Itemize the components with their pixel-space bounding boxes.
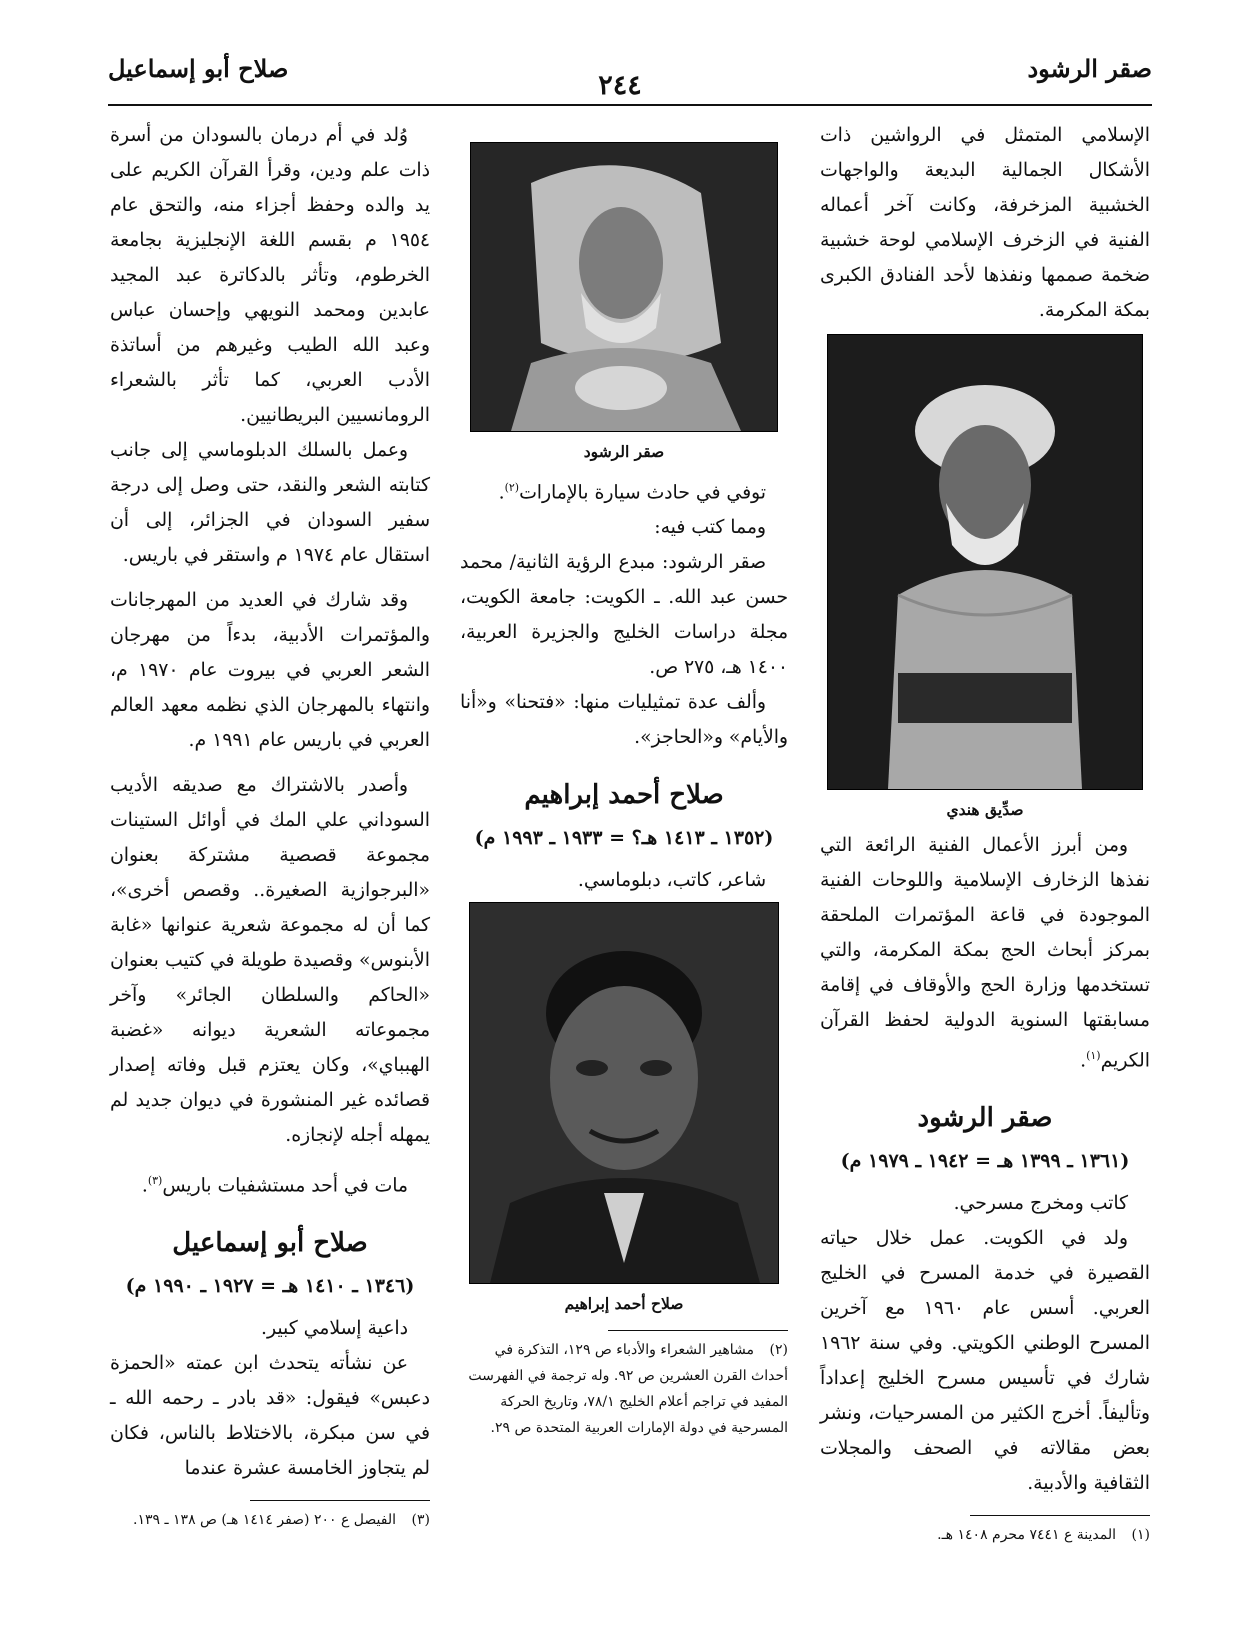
right-column: [820, 118, 1150, 1548]
footnote-number: (١): [1131, 1527, 1150, 1544]
portrait-photo-siddiq-hindi: [827, 334, 1143, 790]
entry-heading-saqr-al-rushoud: صقر الرشود: [917, 1103, 1053, 1134]
paragraph-plays: وألف عدة تمثيليات منها: «فتحنا» و«أنا والأيام» و«الحاجز».: [460, 692, 788, 749]
running-header-left: صلاح أبو إسماعيل: [108, 54, 289, 83]
portrait-photo-saqr-al-rushoud: [470, 142, 778, 432]
entry-dates-saqr-al-rushoud: (١٣٦١ ـ ١٣٩٩ هـ = ١٩٤٢ ـ ١٩٧٩ م): [840, 1150, 1130, 1173]
entry-dates-salah-abu-ismail: (١٣٤٦ ـ ١٤١٠ هـ = ١٩٢٧ ـ ١٩٩٠ م): [125, 1275, 415, 1298]
footnote-number: (٢): [769, 1342, 788, 1359]
left-column: [110, 118, 430, 1533]
paragraph-death: مات في أحد مستشفيات باريس$^{(٣)}$.: [141, 1174, 408, 1197]
footnote-number: (٣): [411, 1512, 430, 1529]
footnote-rule: [970, 1515, 1150, 1516]
footnote-1: [820, 1522, 1150, 1548]
footnote-3: [110, 1507, 430, 1533]
entry-dates-salah-ahmed-ibrahim: (١٣٥٢ ـ ١٤١٣ هـ؟ = ١٩٣٣ ـ ١٩٩٣ م): [474, 827, 774, 850]
paragraph-diplomat: وعمل بالسلك الدبلوماسي إلى جانب كتابته الشعر والنقد، حتى وصل إلى درجة سفير السودان في الجزائر، إلى أن استقال عام ١٩٧٤ م واستقر في باريس.: [110, 440, 430, 566]
portrait-image: [470, 903, 778, 1283]
footnote-text: المدينة ع ٧٤٤١ محرم ١٤٠٨ هـ.: [937, 1527, 1116, 1544]
paragraph-source: صقر الرشود: مبدع الرؤية الثانية/ محمد حسن عبد الله. ـ الكويت: جامعة الكويت، مجلة دراسات الخليج والجزيرة العربية، ١٤٠٠ هـ، ٢٧٥ ص.: [460, 552, 788, 679]
paragraph-death-text: مات في أحد مستشفيات باريس: [162, 1175, 408, 1197]
paragraph-works: وأصدر بالاشتراك مع صديقه الأديب السوداني علي المك في أوائل الستينات مجموعة قصصية مشتركة بعنوان «البرجوازية الصغيرة.. وقصص أخرى»، كما أن له مجموعة شعرية عنوانها «غابة الأبنوس» وقصيدة طويلة في كتيب بعنوان «الحاكم والسلطان الجائر» وآخر مجموعاته الشعرية ديوانه «غضبة الهبباي»، وكان يعتزم قبل وفاته إصدار قصائده غير المنشورة في ديوان جديد لم يمهله أجله لإنجازه.: [110, 775, 430, 1146]
paragraph-works: ومن أبرز الأعمال الفنية الرائعة التي نفذها الزخارف الإسلامية واللوحات الفنية الموجودة في قاعة المؤتمرات الملحقة بمركز أبحاث الحج بمكة المكرمة، والتي تستخدمها وزارة الحج والأوقاف في إقامة مسابقتها السنوية الدولية لحفظ القرآن الكريم$^{(١)}$.: [820, 835, 1150, 1072]
photo-caption-siddiq-hindi: صدِّيق هندي: [946, 800, 1024, 819]
footnote-ref-3: (٣): [147, 1174, 163, 1187]
entry-heading-salah-abu-ismail: صلاح أبو إسماعيل: [172, 1228, 368, 1259]
entry-bio: عن نشأته يتحدث ابن عمته «الحمزة دعبس» فيقول: «قد بادر ـ رحمه الله ـ في سن مبكرة، بالاختلاط بالناس، فكان لم يتجاوز الخامسة عشرة عندما: [110, 1353, 430, 1480]
paragraph-continued: الإسلامي المتمثل في الرواشين ذات الأشكال الجمالية البديعة والواجهات الخشبية المزخرفة، وكانت آخر أعماله الفنية في الزخرف الإسلامي لوحة خشبية ضخمة صممها ونفذها لأحد الفنادق الكبرى بمكة المكرمة.: [820, 125, 1150, 321]
header-rule: [108, 104, 1152, 106]
footnote-text: مشاهير الشعراء والأدباء ص ١٢٩، التذكرة في أحداث القرن العشرين ص ٩٢. وله ترجمة في الفهرست المفيد في تراجم أعلام الخليج ٧٨/١، وتاريخ الحركة المسرحية في دولة الإمارات العربية المتحدة ص ٢٩.: [468, 1342, 788, 1437]
portrait-image: [828, 335, 1142, 789]
entry-role: داعية إسلامي كبير.: [261, 1318, 408, 1340]
portrait-image: [471, 143, 777, 431]
footnote-2: [460, 1337, 788, 1441]
entry-heading-salah-ahmed-ibrahim: صلاح أحمد إبراهيم: [524, 780, 724, 811]
footnote-rule: [608, 1330, 788, 1331]
portrait-photo-salah-ahmed-ibrahim: [469, 902, 779, 1284]
running-header-right: صقر الرشود: [1027, 54, 1152, 83]
paragraph-death-text: توفي في حادث سيارة بالإمارات: [519, 482, 766, 504]
page-number: ٢٤٤: [598, 70, 642, 101]
entry-role: شاعر، كاتب، دبلوماسي.: [577, 870, 766, 892]
footnote-ref-2: (٢): [504, 481, 520, 494]
paragraph-written-about: ومما كتب فيه:: [654, 517, 766, 539]
entry-role: كاتب ومخرج مسرحي.: [953, 1193, 1128, 1215]
footnote-ref-1: (١): [1086, 1049, 1101, 1062]
footnote-rule: [250, 1500, 430, 1501]
paragraph-works-text: ومن أبرز الأعمال الفنية الرائعة التي نفذها الزخارف الإسلامية واللوحات الفنية الموجودة في قاعة المؤتمرات الملحقة بمركز أبحاث الحج بمكة المكرمة، والتي تستخدمها وزارة الحج والأوقاف في إقامة مسابقتها السنوية الدولية لحفظ القرآن الكريم: [820, 835, 1150, 1072]
paragraph-born: وُلد في أم درمان بالسودان من أسرة ذات علم ودين، وقرأ القرآن الكريم على يد والده وحفظ أجزاء منه، والتحق عام ١٩٥٤ م بقسم اللغة الإنجليزية بجامعة الخرطوم، وتأثر بالدكاترة عبد المجيد عابدين ومحمد النويهي وإحسان عباس وعبد الله الطيب وغيرهم من أساتذة الأدب العربي، كما تأثر بالشعراء الرومانسيين البريطانيين.: [110, 125, 430, 426]
photo-caption-salah-ahmed-ibrahim: صلاح أحمد إبراهيم: [564, 1294, 684, 1314]
paragraph-festivals: وقد شارك في العديد من المهرجانات والمؤتمرات الأدبية، بدءاً من مهرجان الشعر العربي في بيروت عام ١٩٧٠ م، وانتهاء بالمهرجان الذي نظمه معهد العالم العربي في باريس عام ١٩٩١ م.: [110, 590, 430, 751]
photo-caption-saqr-al-rushoud: صقر الرشود: [583, 442, 665, 461]
paragraph-death: توفي في حادث سيارة بالإمارات$^{(٢)}$.: [498, 481, 766, 504]
footnote-text: الفيصل ع ٢٠٠ (صفر ١٤١٤ هـ) ص ١٣٨ ـ ١٣٩.: [133, 1512, 396, 1529]
entry-bio: ولد في الكويت. عمل خلال حياته القصيرة في خدمة المسرح في الخليج العربي. أسس عام ١٩٦٠ مع آخرين المسرح الوطني الكويتي. وفي سنة ١٩٦٢ شارك في تأسيس مسرح الخليج إعداداً وتأليفاً. أخرج الكثير من المسرحيات، ونشر بعض مقالاته في الصحف والمجلات الثقافية والأدبية.: [820, 1228, 1150, 1495]
middle-column: [460, 118, 788, 1441]
